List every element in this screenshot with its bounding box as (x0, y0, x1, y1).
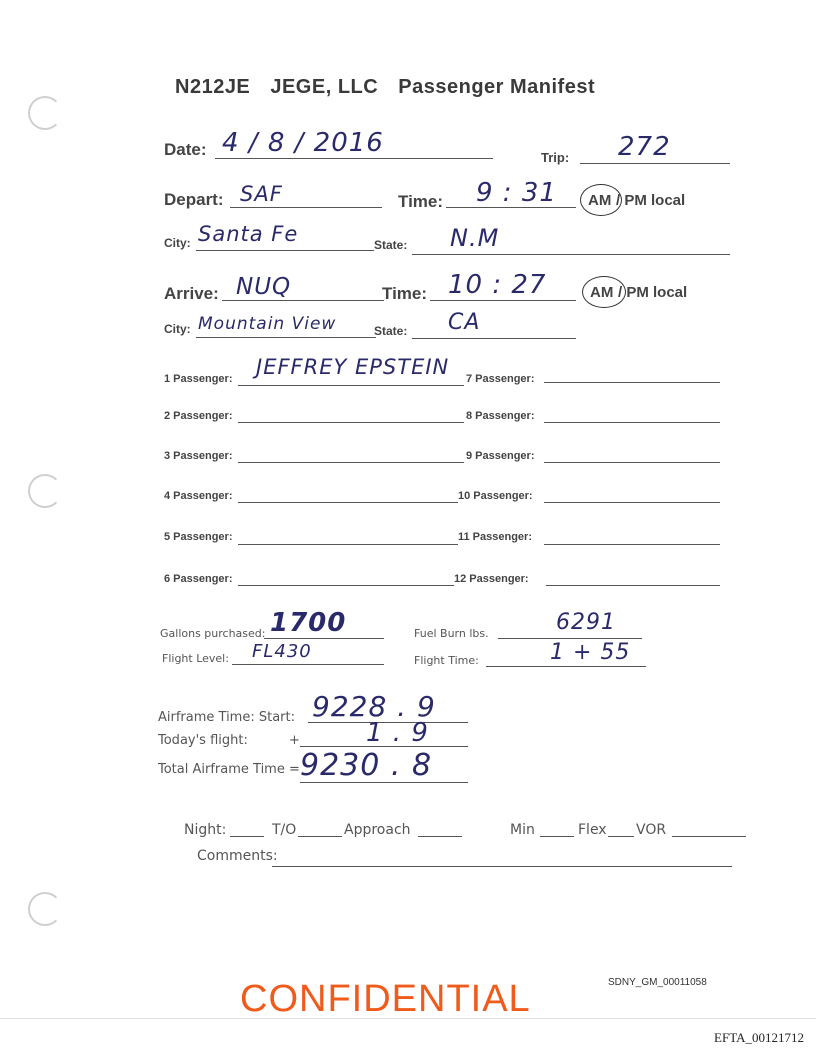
manifest-title (175, 76, 609, 99)
depart-time-label: Time: (398, 192, 444, 211)
passenger-7-line (544, 382, 720, 383)
passenger-5-line (238, 544, 458, 545)
efta-number: EFTA_00121712 (714, 1030, 804, 1045)
passenger-8-line (544, 422, 720, 423)
depart-city-value: Santa Fe (198, 222, 299, 246)
arrive-city-value: Mountain View (198, 314, 337, 334)
depart-state-value: N.M (450, 224, 500, 252)
company-name: JEGE, LLC (270, 76, 379, 98)
flight-level-label: Flight Level: (162, 652, 229, 665)
flight-time-label: Flight Time: (414, 654, 479, 667)
todays-flight-value: 1 . 9 (366, 718, 429, 748)
to-line (298, 836, 342, 837)
passenger-1-name: JEFFREY EPSTEIN (256, 355, 450, 379)
arrive-am: AM (590, 284, 614, 301)
arrive-state-line (412, 338, 576, 339)
flight-level-line (232, 664, 384, 665)
passenger-11-label: 11 Passenger: (458, 531, 532, 543)
passenger-4-line (238, 502, 458, 503)
arrive-time-line (430, 300, 576, 301)
passenger-8-label: 8 Passenger: (466, 410, 535, 422)
flex-line (608, 836, 634, 837)
arrive-city-label: City: (164, 322, 191, 336)
flight-level-value: FL430 (252, 641, 312, 662)
bates-number: SDNY_GM_00011058 (608, 977, 707, 988)
todays-flight-label: Today's flight: (158, 733, 248, 748)
depart-pm-local: / PM local (616, 192, 686, 209)
to-label: T/O (272, 822, 297, 838)
arrive-label: Arrive: (164, 284, 219, 303)
depart-value: SAF (240, 182, 283, 206)
passenger-9-line (544, 462, 720, 463)
fuel-burn-label: Fuel Burn lbs. (414, 627, 489, 640)
passenger-12-line (546, 585, 720, 586)
fuel-burn-value: 6291 (556, 610, 616, 635)
fuel-burn-line (498, 638, 642, 639)
binder-hole-top (28, 96, 62, 130)
depart-label: Depart: (164, 190, 224, 209)
binder-hole-bottom (28, 892, 62, 926)
airframe-start-value: 9228 . 9 (312, 690, 436, 723)
todays-flight-line (300, 746, 468, 747)
arrive-time-label: Time: (382, 284, 428, 303)
passenger-10-label: 10 Passenger: (458, 490, 533, 502)
night-line (230, 836, 264, 837)
passenger-3-line (238, 462, 464, 463)
confidential-stamp: CONFIDENTIAL (240, 978, 531, 1020)
depart-time-value: 9 : 31 (476, 178, 557, 208)
arrive-pm-local: / PM local (618, 284, 688, 301)
depart-city-label: City: (164, 236, 191, 250)
arrive-time-value: 10 : 27 (448, 270, 547, 300)
arrive-city-line (196, 337, 376, 338)
trip-line (580, 163, 730, 164)
flight-time-line (486, 666, 646, 667)
tail-number: N212JE (175, 76, 251, 98)
passenger-7-label: 7 Passenger: (466, 373, 535, 385)
airframe-start-label: Airframe Time: Start: (158, 710, 295, 725)
date-line (215, 158, 493, 159)
total-airframe-value: 9230 . 8 (300, 748, 433, 783)
passenger-1-label: 1 Passenger: (164, 373, 233, 385)
arrive-line (222, 300, 384, 301)
depart-line (230, 207, 382, 208)
form-title: Passenger Manifest (398, 76, 596, 98)
arrive-state-label: State: (374, 324, 408, 338)
min-line (540, 836, 574, 837)
gallons-line (264, 638, 384, 639)
trip-label: Trip: (541, 150, 570, 165)
arrive-state-value: CA (448, 310, 481, 335)
date-label: Date: (164, 140, 207, 159)
passenger-6-line (238, 585, 454, 586)
passenger-2-label: 2 Passenger: (164, 410, 233, 422)
vor-line (672, 836, 746, 837)
gallons-value: 1700 (270, 608, 347, 638)
depart-am: AM (588, 192, 612, 209)
approach-label: Approach (344, 822, 411, 838)
passenger-5-label: 5 Passenger: (164, 531, 233, 543)
gallons-label: Gallons purchased: (160, 627, 266, 640)
passenger-10-line (544, 502, 720, 503)
flex-label: Flex (578, 822, 607, 838)
scan-edge-line (0, 1018, 816, 1019)
trip-value: 272 (618, 132, 671, 162)
binder-hole-middle (28, 474, 62, 508)
flight-time-value: 1 + 55 (550, 640, 631, 665)
arrive-value: NUQ (236, 274, 292, 300)
approach-line (418, 836, 462, 837)
passenger-11-line (544, 544, 720, 545)
total-airframe-label: Total Airframe Time = (158, 762, 300, 777)
date-value: 4 / 8 / 2016 (222, 128, 384, 158)
passenger-3-label: 3 Passenger: (164, 450, 233, 462)
night-label: Night: (184, 822, 227, 838)
vor-label: VOR (636, 822, 667, 838)
passenger-4-label: 4 Passenger: (164, 490, 233, 502)
passenger-2-line (238, 422, 464, 423)
comments-label: Comments: (197, 848, 278, 864)
passenger-12-label: 12 Passenger: (454, 573, 529, 585)
depart-state-label: State: (374, 238, 408, 252)
passenger-6-label: 6 Passenger: (164, 573, 233, 585)
plus-sign: + (289, 733, 300, 748)
depart-city-line (196, 250, 374, 251)
total-airframe-line (300, 782, 468, 783)
comments-line (272, 866, 732, 867)
depart-state-line (412, 254, 730, 255)
passenger-1-line (238, 385, 464, 386)
min-label: Min (510, 822, 535, 838)
passenger-9-label: 9 Passenger: (466, 450, 535, 462)
